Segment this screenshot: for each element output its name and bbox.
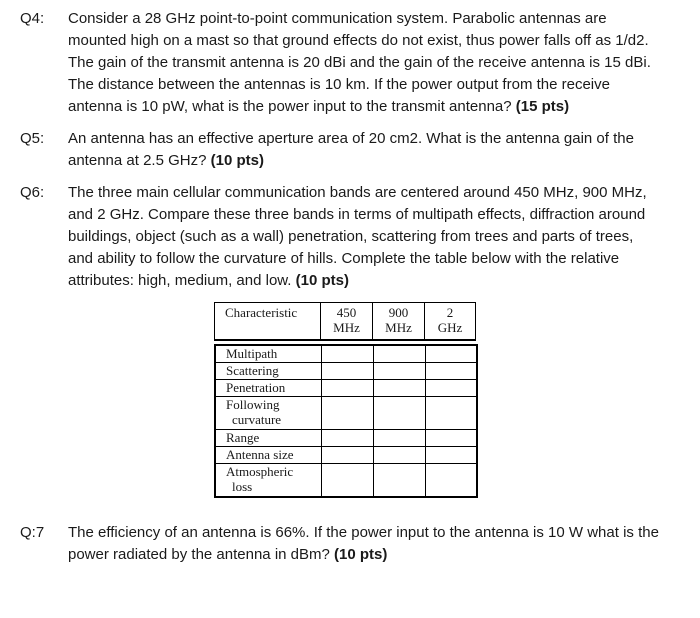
row-label (216, 397, 322, 429)
table-row (216, 430, 476, 447)
header-450mhz-top: 450 (336, 305, 357, 320)
cell-450mhz[interactable] (322, 363, 374, 379)
question-text (68, 182, 684, 292)
row-label-line: curvature (232, 412, 282, 427)
question-label: Q4: (20, 10, 45, 27)
row-label-line: Following (226, 397, 280, 412)
cell-900mhz[interactable] (374, 447, 426, 463)
text-line (68, 544, 684, 566)
header-2ghz-top: 2 (446, 305, 454, 320)
cell-450mhz[interactable] (322, 464, 374, 496)
text-line-part: power radiated by the antenna in dBm? (68, 546, 330, 563)
question-label: Q5: (20, 130, 45, 147)
cell-2ghz[interactable] (426, 430, 472, 446)
header-450mhz-bottom: MHz (333, 320, 360, 335)
row-label-line: loss (232, 479, 253, 494)
cell-900mhz[interactable] (374, 363, 426, 379)
text-line-part: antenna is 10 pW, what is the power input to the transmit antenna? (68, 98, 512, 115)
question-label: Q:7 (20, 524, 45, 541)
row-label: Penetration (216, 380, 322, 396)
row-label: Range (216, 430, 322, 446)
table-row (216, 397, 476, 430)
text-line: The three main cellular communication bands are centered around 450 MHz, 900 MHz, (68, 184, 647, 201)
points-label: (10 pts) (295, 272, 349, 289)
question-text (68, 128, 684, 172)
header-900mhz-top: 900 (388, 305, 409, 320)
row-label-line: Atmospheric (226, 464, 294, 479)
cell-2ghz[interactable] (426, 397, 472, 429)
cell-900mhz[interactable] (374, 430, 426, 446)
question-label: Q6: (20, 184, 45, 201)
row-label: Antenna size (216, 447, 322, 463)
text-line: The gain of the transmit antenna is 20 dBi and the gain of the receive antenna is 15 dBi. (68, 54, 651, 71)
table-row (216, 363, 476, 380)
text-line: The distance between the antennas is 10 km. If the power output from the receive (68, 76, 610, 93)
text-line: Consider a 28 GHz point-to-point communication system. Parabolic antennas are (68, 10, 607, 27)
text-line-part: antenna at 2.5 GHz? (68, 152, 207, 169)
text-line: The efficiency of an antenna is 66%. If the power input to the antenna is 10 W what is the (68, 524, 659, 541)
header-900mhz-bottom: MHz (385, 320, 412, 335)
points-label: (15 pts) (515, 98, 570, 115)
text-line (68, 270, 684, 292)
cell-2ghz[interactable] (426, 363, 472, 379)
row-label: Scattering (216, 363, 322, 379)
header-450mhz (321, 303, 373, 339)
table-header (214, 302, 476, 341)
cell-2ghz[interactable] (426, 464, 472, 496)
text-line (68, 150, 684, 172)
table-body (214, 344, 478, 498)
header-2ghz (425, 303, 475, 339)
cell-450mhz[interactable] (322, 346, 374, 362)
text-line (68, 96, 684, 118)
header-2ghz-bottom: GHz (437, 320, 463, 335)
cell-450mhz[interactable] (322, 447, 374, 463)
text-line: and 2 GHz. Compare these three bands in terms of multipath effects, diffraction around (68, 206, 646, 223)
cell-2ghz[interactable] (426, 346, 472, 362)
text-line: and ability to follow the curvature of hills. Complete the table below with the relative (68, 250, 620, 267)
text-line: mounted high on a mast so that ground effects do not exist, thus power falls off as 1/d2. (68, 32, 649, 49)
table-row (216, 346, 476, 363)
cell-900mhz[interactable] (374, 397, 426, 429)
table-row (216, 380, 476, 397)
header-characteristic: Characteristic (215, 303, 321, 339)
cell-450mhz[interactable] (322, 397, 374, 429)
header-900mhz (373, 303, 425, 339)
question-text (68, 522, 684, 566)
row-label (216, 464, 322, 496)
cell-900mhz[interactable] (374, 464, 426, 496)
cell-2ghz[interactable] (426, 380, 472, 396)
text-line: buildings, object (such as a wall) penetration, scattering from trees and parts of trees, (68, 228, 634, 245)
cell-450mhz[interactable] (322, 380, 374, 396)
cell-450mhz[interactable] (322, 430, 374, 446)
table-row (216, 464, 476, 496)
cell-900mhz[interactable] (374, 346, 426, 362)
points-label: (10 pts) (210, 152, 264, 169)
text-line: An antenna has an effective aperture area of 20 cm2. What is the antenna gain of the (68, 130, 634, 147)
points-label: (10 pts) (334, 546, 388, 563)
text-line-part: attributes: high, medium, and low. (68, 272, 292, 289)
row-label: Multipath (216, 346, 322, 362)
cell-900mhz[interactable] (374, 380, 426, 396)
table-row (216, 447, 476, 464)
cell-2ghz[interactable] (426, 447, 472, 463)
question-text (68, 8, 684, 118)
